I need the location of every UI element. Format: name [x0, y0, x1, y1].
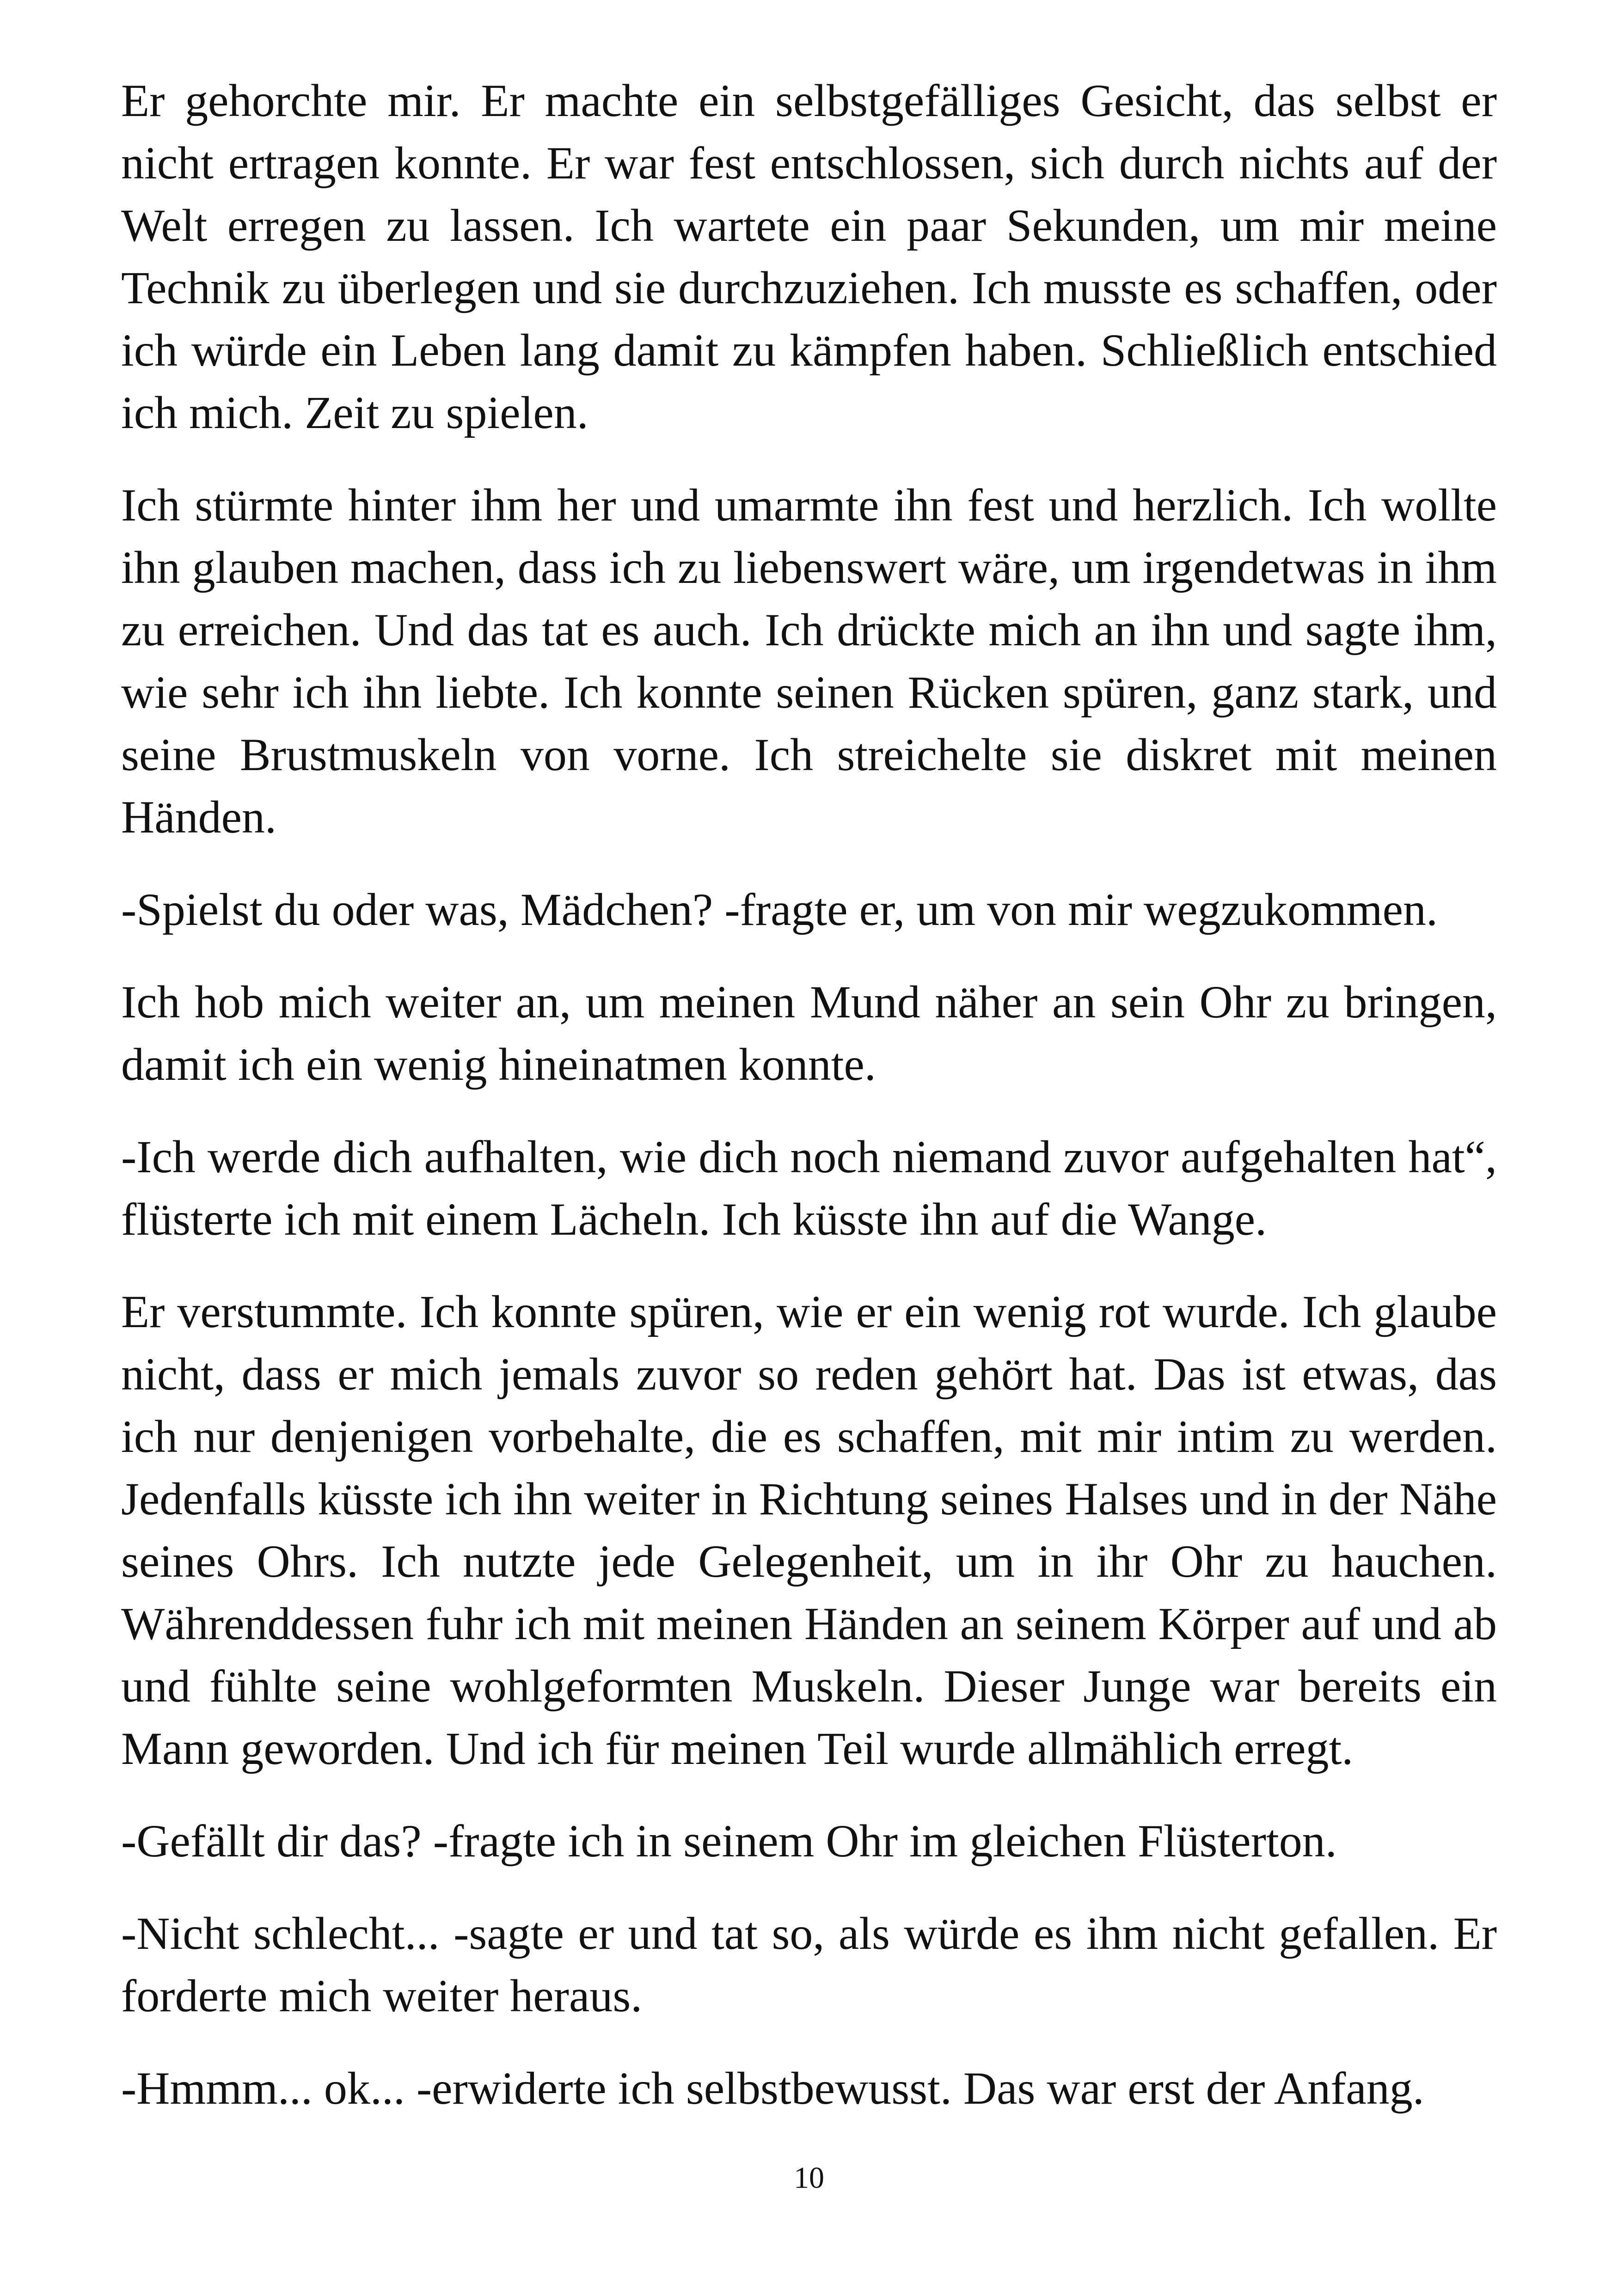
page-number: 10 — [794, 2161, 824, 2195]
paragraph: -Gefällt dir das? -fragte ich in seinem Ohr im gleichen Flüsterton. — [121, 1815, 1337, 1867]
paragraph: Er verstummte. Ich konnte spüren, wie er ein wenig rot wurde. Ich glaube nicht, dass er mich jemals zuvor so reden gehört hat. Das ist etwas, das ich nur denjenigen vorbehalte, die es schaffen, mit mir intim zu werden. Jedenfalls küsste ich ihn weiter in Richtung seines Halses und in der Nähe seines Ohrs. Ich nutzte jede Gelegenheit, um in ihr Ohr zu hauchen. Währenddessen fuhr ich mit meinen Händen an seinem Körper auf und ab und fühlte seine wohlgeformten Muskeln. Dieser Junge war bereits ein Mann geworden. Und ich für meinen Teil wurde allmählich erregt. — [121, 1286, 1497, 1774]
paragraph: Ich hob mich weiter an, um meinen Mund näher an sein Ohr zu bringen, damit ich ein wenig hineinatmen konnte. — [121, 976, 1497, 1090]
paragraph: -Spielst du oder was, Mädchen? -fragte er, um von mir wegzukommen. — [121, 884, 1438, 935]
paragraph: -Nicht schlecht... -sagte er und tat so, als würde es ihm nicht gefallen. Er forderte mich weiter heraus. — [121, 1908, 1497, 2021]
paragraph: Er gehorchte mir. Er machte ein selbstgefälliges Gesicht, das selbst er nicht ertragen konnte. Er war fest entschlossen, sich durch nichts auf der Welt erregen zu lassen. Ich wartete ein paar Sekunden, um mir meine Technik zu überlegen und sie durchzuziehen. Ich musste es schaffen, oder ich würde ein Leben lang damit zu kämpfen haben. Schließlich entschied ich mich. Zeit zu spielen. — [121, 75, 1497, 438]
paragraph: -Ich werde dich aufhalten, wie dich noch niemand zuvor aufgehalten hat“, flüsterte ich mit einem Lächeln. Ich küsste ihn auf die Wange. — [121, 1131, 1497, 1245]
paragraph: -Hmmm... ok... -erwiderte ich selbstbewusst. Das war erst der Anfang. — [121, 2063, 1424, 2114]
paragraph: Ich stürmte hinter ihm her und umarmte ihn fest und herzlich. Ich wollte ihn glauben machen, dass ich zu liebenswert wäre, um irgendetwas in ihm zu erreichen. Und das tat es auch. Ich drückte mich an ihn und sagte ihm, wie sehr ich ihn liebte. Ich konnte seinen Rücken spüren, ganz stark, und seine Brustmuskeln von vorne. Ich streichelte sie diskret mit meinen Händen. — [121, 479, 1497, 843]
body-text — [121, 69, 1497, 2119]
